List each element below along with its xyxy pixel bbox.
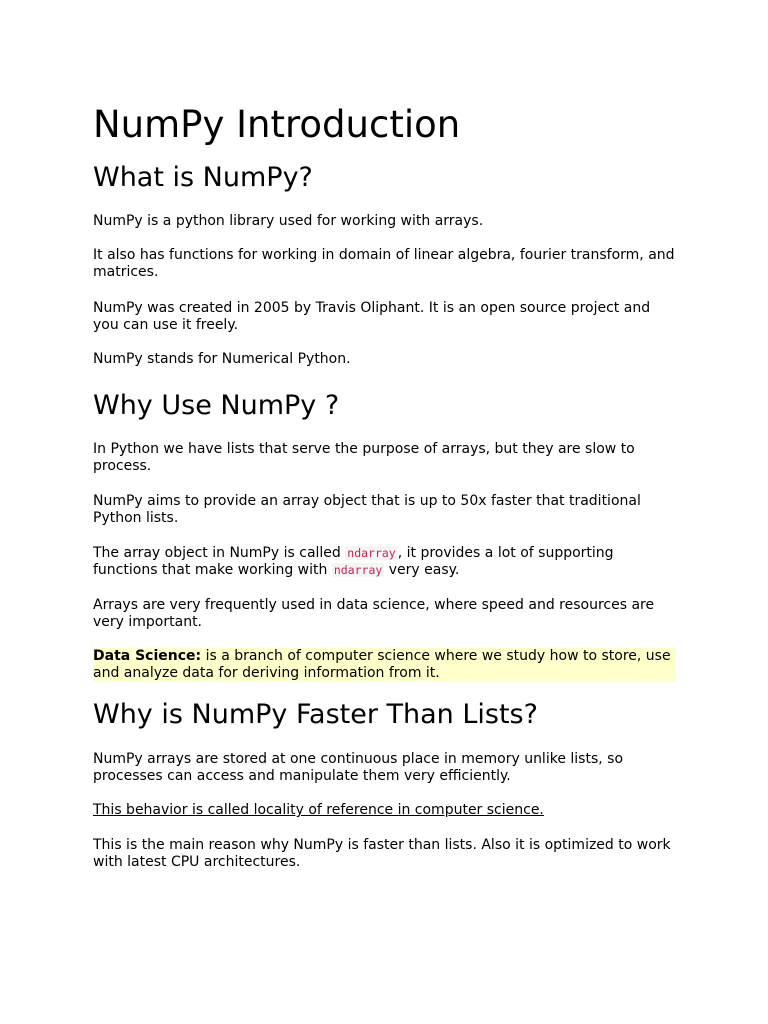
paragraph: Arrays are very frequently used in data science, where speed and resources are very important. <box>93 597 655 630</box>
paragraph: NumPy arrays are stored at one continuous place in memory unlike lists, so processes can access and manipulate them very efficiently. <box>93 751 624 784</box>
paragraph: NumPy is a python library used for working with arrays. <box>93 213 484 229</box>
text-fragment: very easy. <box>384 562 460 578</box>
inline-code-ndarray: ndarray <box>333 563 383 577</box>
section-heading-why-use-numpy: Why Use NumPy ? <box>93 390 340 421</box>
paragraph: NumPy stands for Numerical Python. <box>93 351 351 367</box>
text-fragment: , it provides a lot of supporting functions that make working with <box>93 545 614 578</box>
text-fragment: The array object in NumPy is called <box>93 545 346 561</box>
paragraph: In Python we have lists that serve the purpose of arrays, but they are slow to process. <box>93 441 635 474</box>
paragraph: This is the main reason why NumPy is faster than lists. Also it is optimized to work with latest CPU architectures. <box>93 837 671 870</box>
note-text: is a branch of computer science where we study how to store, use and analyze data for deriving information from it. <box>93 648 671 681</box>
locality-statement: This behavior is called locality of reference in computer science. <box>93 802 544 818</box>
section-heading-why-faster: Why is NumPy Faster Than Lists? <box>93 699 538 730</box>
section-heading-what-is-numpy: What is NumPy? <box>93 162 313 193</box>
paragraph: It also has functions for working in domain of linear algebra, fourier transform, and matrices. <box>93 247 675 280</box>
inline-code-ndarray: ndarray <box>347 546 396 560</box>
data-science-note <box>93 648 676 682</box>
note-label: Data Science: <box>93 648 202 664</box>
paragraph: NumPy aims to provide an array object that is up to 50x faster that traditional Python lists. <box>93 493 641 526</box>
ndarray-paragraph <box>93 545 677 579</box>
page-title: NumPy Introduction <box>93 103 461 146</box>
paragraph: NumPy was created in 2005 by Travis Oliphant. It is an open source project and you can use it freely. <box>93 300 651 333</box>
